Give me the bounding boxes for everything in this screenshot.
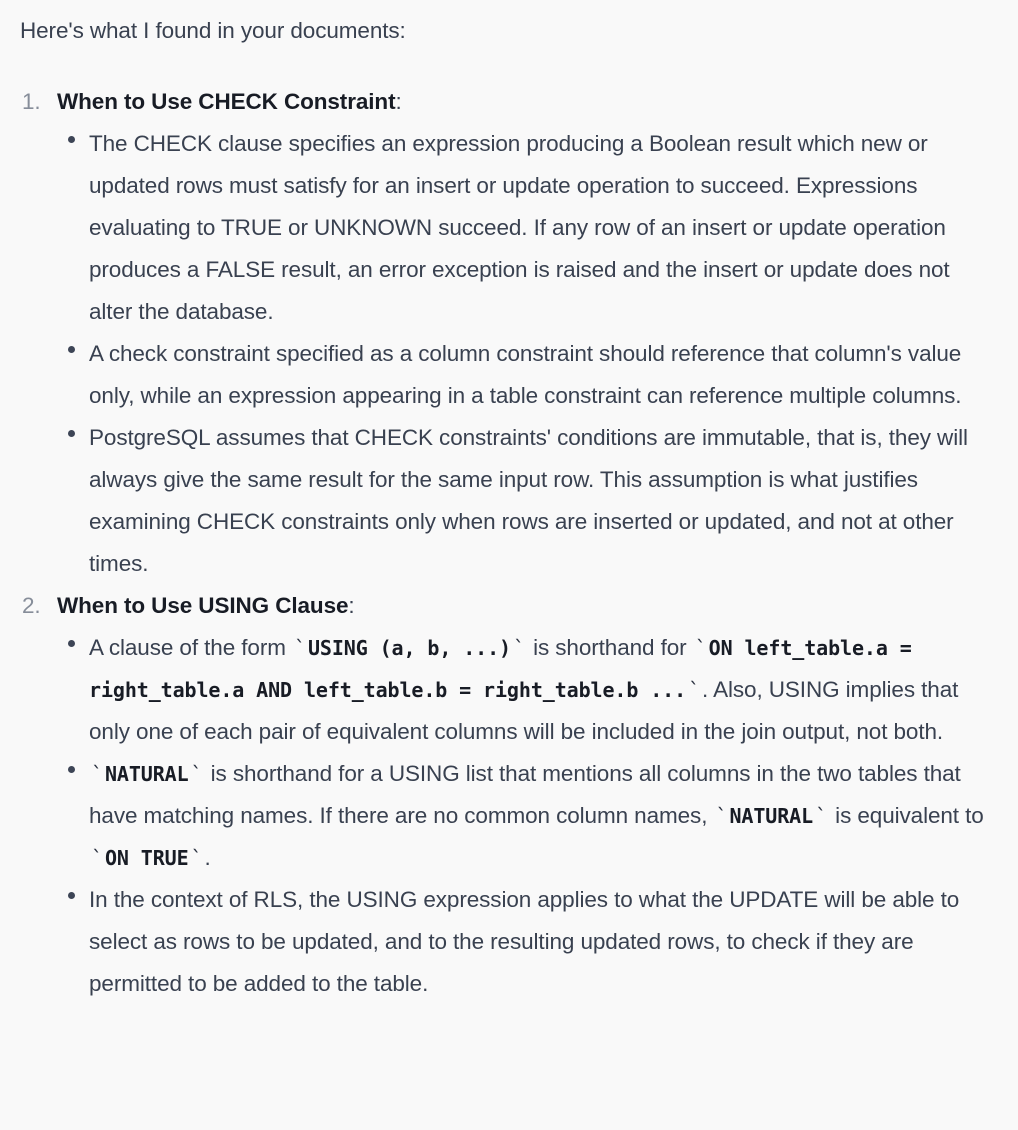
intro-text: Here's what I found in your documents:	[20, 18, 406, 43]
bullet-text: is shorthand for a USING list that mentions all columns in the two tables that have matching names. If there are no common column names,	[89, 761, 961, 828]
backtick-delimiter: `	[694, 636, 707, 660]
backtick-delimiter: `	[688, 678, 701, 702]
list-item-colon: :	[348, 593, 355, 618]
bullet-text: In the context of RLS, the USING expression applies to what the UPDATE will be able to select as rows to be updated, and to the resulting updated rows, to check if they are permitted to be added to the table.	[89, 887, 960, 996]
bullet-item	[89, 417, 996, 585]
bullet-text: . Also, USING implies that only one of each pair of equivalent columns will be included in the join output, not both.	[89, 677, 959, 744]
list-item-number: 2.	[22, 593, 41, 618]
list-item-title: When to Use CHECK Constraint	[57, 89, 396, 114]
bullet-text: A clause of the form	[89, 635, 293, 660]
inline-code: USING (a, b, ...)	[307, 636, 511, 660]
backtick-delimiter: `	[91, 846, 103, 870]
list-item	[20, 585, 996, 1005]
bullet-text: .	[204, 845, 211, 870]
numbered-list	[20, 81, 996, 1005]
list-item	[20, 81, 996, 585]
list-item-title: When to Use USING Clause	[57, 593, 349, 618]
bullet-text: is shorthand for	[526, 635, 693, 660]
inline-code: ON TRUE	[104, 846, 189, 870]
inline-code: ON left_table.a = right_table.a AND left_table.b = right_table.b ...	[89, 636, 912, 702]
inline-code: NATURAL	[729, 804, 814, 828]
bullet-text: A check constraint specified as a column constraint should reference that column's value only, while an expression appearing in a table constraint can reference multiple columns.	[89, 341, 962, 408]
bullet-item	[89, 753, 996, 879]
bullet-item	[89, 627, 996, 753]
bullet-list	[57, 627, 996, 1005]
bullet-text: is equivalent to	[829, 803, 984, 828]
backtick-delimiter: `	[190, 846, 203, 870]
bullet-item	[89, 879, 996, 1005]
backtick-delimiter: `	[815, 804, 828, 828]
bullet-text: The CHECK clause specifies an expression producing a Boolean result which new or updated rows must satisfy for an insert or update operation to succeed. Expressions evaluating to TRUE or UNKNOWN succeed. If any row of an insert or update operation produces a FALSE result, an error exception is raised and the insert or update does not alter the database.	[89, 131, 950, 324]
bullet-list	[57, 123, 996, 585]
backtick-delimiter: `	[512, 636, 525, 660]
bullet-text: PostgreSQL assumes that CHECK constraints' conditions are immutable, that is, they will always give the same result for the same input row. This assumption is what justifies examining CHECK constraints only when rows are inserted or updated, and not at other times.	[89, 425, 968, 576]
bullet-item	[89, 333, 996, 417]
backtick-delimiter: `	[91, 762, 103, 786]
list-item-number: 1.	[22, 89, 41, 114]
list-item-colon: :	[395, 89, 402, 114]
backtick-delimiter: `	[715, 804, 728, 828]
bullet-item	[89, 123, 996, 333]
backtick-delimiter: `	[190, 762, 203, 786]
inline-code: NATURAL	[104, 762, 189, 786]
backtick-delimiter: `	[294, 636, 306, 660]
